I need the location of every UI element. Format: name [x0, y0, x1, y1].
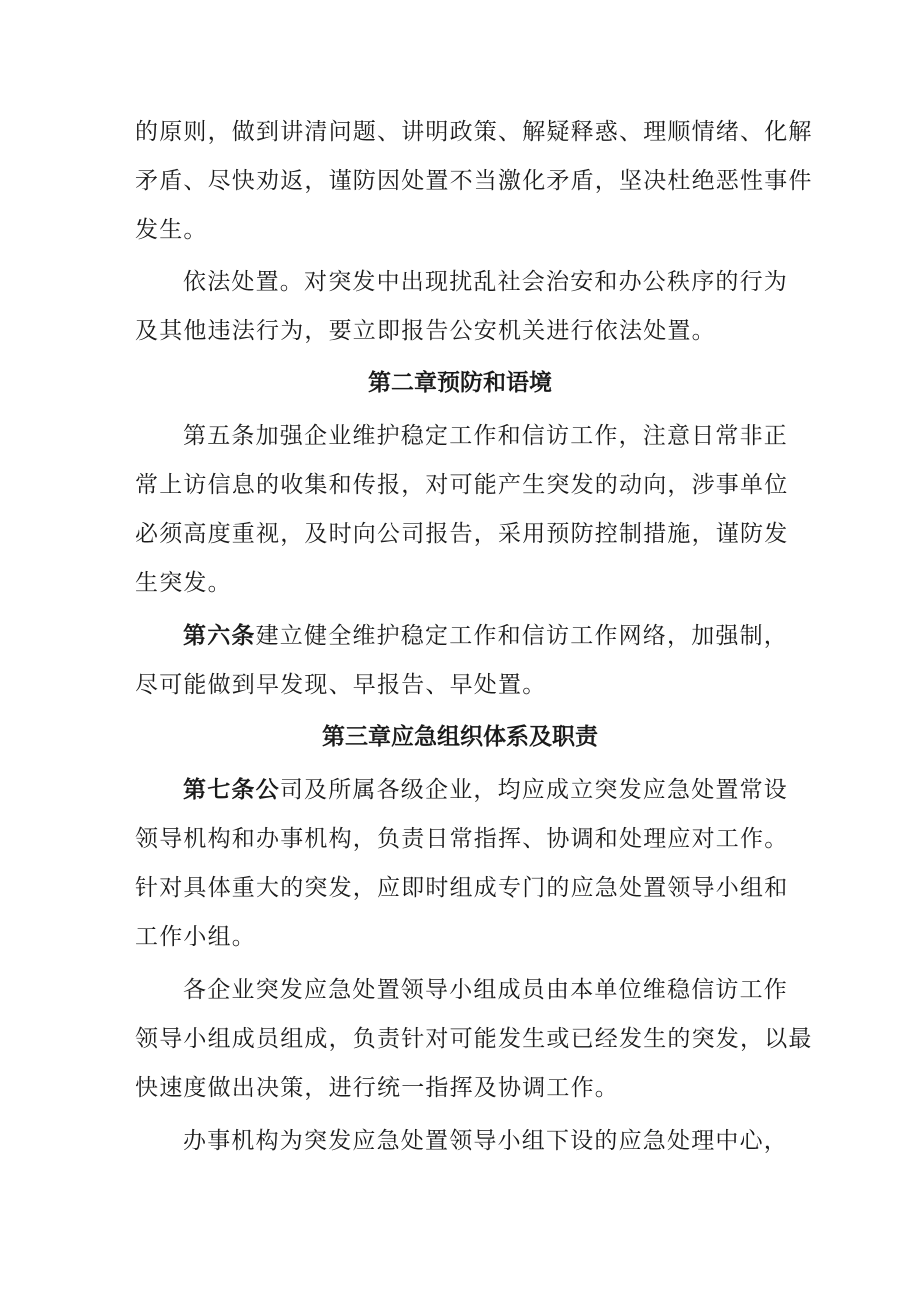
paragraph-line: 各企业突发应急处置领导小组成员由本单位维稳信访工作 — [183, 977, 788, 1003]
article-7-text: 司及所属各级企业，均应成立突发应急处置常设 — [279, 777, 789, 803]
paragraph-line: 常上访信息的收集和传报，对可能产生突发的动向，涉事单位 — [135, 472, 789, 498]
chapter-3-heading: 第三章应急组织体系及职责 — [322, 724, 598, 750]
paragraph-line: 发生。 — [135, 217, 208, 243]
article-7-first-line — [183, 775, 788, 805]
chapter-2-heading: 第二章预防和语境 — [368, 370, 552, 396]
paragraph-line: 领导小组成员组成，负责针对可能发生或已经发生的突发，以最 — [135, 1026, 813, 1052]
paragraph-line: 工作小组。 — [135, 924, 256, 950]
paragraph-line: 生突发。 — [135, 570, 232, 596]
paragraph-line: 第五条加强企业维护稳定工作和信访工作，注意日常非正 — [183, 423, 788, 449]
paragraph-line: 依法处置。对突发中出现扰乱社会治安和办公秩序的行为 — [183, 269, 788, 295]
paragraph-line: 必须高度重视，及时向公司报告，采用预防控制措施，谨防发 — [135, 521, 789, 547]
article-6-text: 建立健全维护稳定工作和信访工作网络，加强制， — [255, 623, 789, 649]
paragraph-line: 针对具体重大的突发，应即时组成专门的应急处置领导小组和 — [135, 875, 789, 901]
paragraph-line: 矛盾、尽快劝返，谨防因处置不当激化矛盾，坚决杜绝恶性事件 — [135, 168, 813, 194]
article-6-label: 第六条 — [183, 623, 256, 649]
paragraph-line: 的原则，做到讲清问题、讲明政策、解疑释惑、理顺情绪、化解 — [135, 119, 813, 145]
paragraph-line: 快速度做出决策，进行统一指挥及协调工作。 — [135, 1075, 619, 1101]
paragraph-line: 及其他违法行为，要立即报告公安机关进行依法处置。 — [135, 318, 716, 344]
article-6-first-line — [183, 621, 788, 651]
paragraph-line: 领导机构和办事机构，负责日常指挥、协调和处理应对工作。 — [135, 826, 789, 852]
paragraph-line: 办事机构为突发应急处置领导小组下设的应急处理中心， — [183, 1128, 788, 1154]
paragraph-line: 尽可能做到早发现、早报告、早处置。 — [135, 672, 547, 698]
article-7-label: 第七条公 — [183, 777, 280, 803]
